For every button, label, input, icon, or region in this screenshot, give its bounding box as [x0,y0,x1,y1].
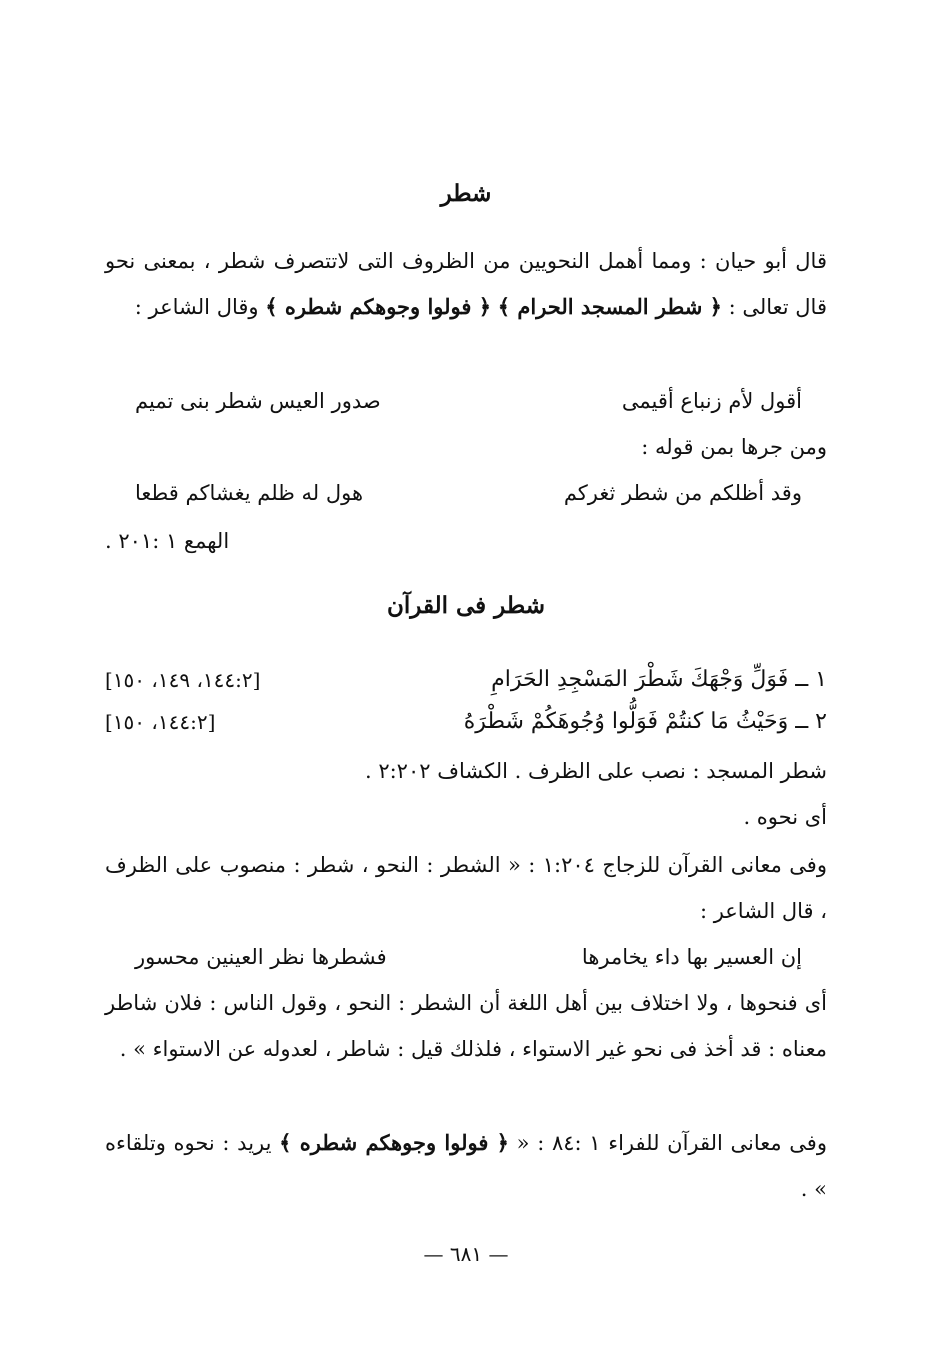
farra-text-1: وفى معانى القرآن للفراء ١ :٨٤ : « [509,1131,827,1155]
farra-paragraph [105,1120,827,1212]
verse-2-first-hemistich: وقد أظلكم من شطر ثغركم [563,481,802,505]
intro-text-1: قال أبو حيان : ومما أهمل النحويين من الظروف التى لاتتصرف شطر ، بمعنى نحو قال تعالى : [105,249,827,319]
explanation-paragraph: أى فنحوها ، ولا اختلاف بين أهل اللغة أن الشطر : النحو ، وقول الناس : فلان شاطر معناه : قد أخذ فى نحو غير الاستواء ، فلذلك قيل : شاطر ، لعدوله عن الاستواء » . [105,991,827,1061]
intro-text-2: وقال الشاعر : [134,295,266,319]
source-citation: الهمع ١ :٢٠١ . [105,529,230,553]
verse-1-first-hemistich: أقول لأم زنباع أقيمى [621,389,802,413]
quran-heading: شطر فى القرآن [386,592,545,619]
verse-3-second-hemistich: فشطرها نظر العينين محسور [135,945,387,969]
document-page [105,0,827,1349]
jar-line: ومن جرها بمن قوله : [641,435,827,459]
verse-1-second-hemistich: صدور العيس شطر بنى تميم [135,389,381,413]
ay-nahwah-line: أى نحوه . [743,805,827,829]
zajjaj-paragraph: وفى معانى القرآن للزجاج ١:٢٠٤ : « الشطر : النحو ، شطر : منصوب على الظرف ، قال الشاعر : [105,853,827,923]
quran-ref-1-citation: [١٤٤:٢، ١٤٩، ١٥٠] [105,668,261,692]
quran-ref-2-text: ٢ ــ وَحَيْثُ مَا كنتُمْ فَوَلُّوا وُجُوهَكُمْ شَطْرَهُ [463,709,827,734]
quran-ref-1-text: ١ ــ فَوَلِّ وَجْهَكَ شَطْرَ المَسْجِدِ الحَرَامِ [491,667,827,692]
verse-3-first-hemistich: إن العسير بها داء يخامرها [581,945,802,969]
page-number: — ٦٨١ — [423,1242,509,1266]
main-heading: شطر [440,180,492,207]
quran-quote-3: ﴿ فولوا وجوهكم شطره ﴾ [279,1130,509,1155]
intro-space [491,295,498,319]
kashshaf-line: شطر المسجد : نصب على الظرف . الكشاف ٢:٢٠٢ . [364,759,827,783]
verse-2-second-hemistich: هول له ظلم يغشاكم قطعا [135,481,364,505]
farra-text-2: يريد : نحوه وتلقاءه » . [105,1131,827,1201]
quran-quote-2: ﴿ فولوا وجوهكم شطره ﴾ [265,294,492,319]
intro-paragraph [105,238,827,330]
quran-quote-1: ﴿ شطر المسجد الحرام ﴾ [497,294,722,319]
quran-ref-2-citation: [١٤٤:٢، ١٥٠] [105,710,216,734]
